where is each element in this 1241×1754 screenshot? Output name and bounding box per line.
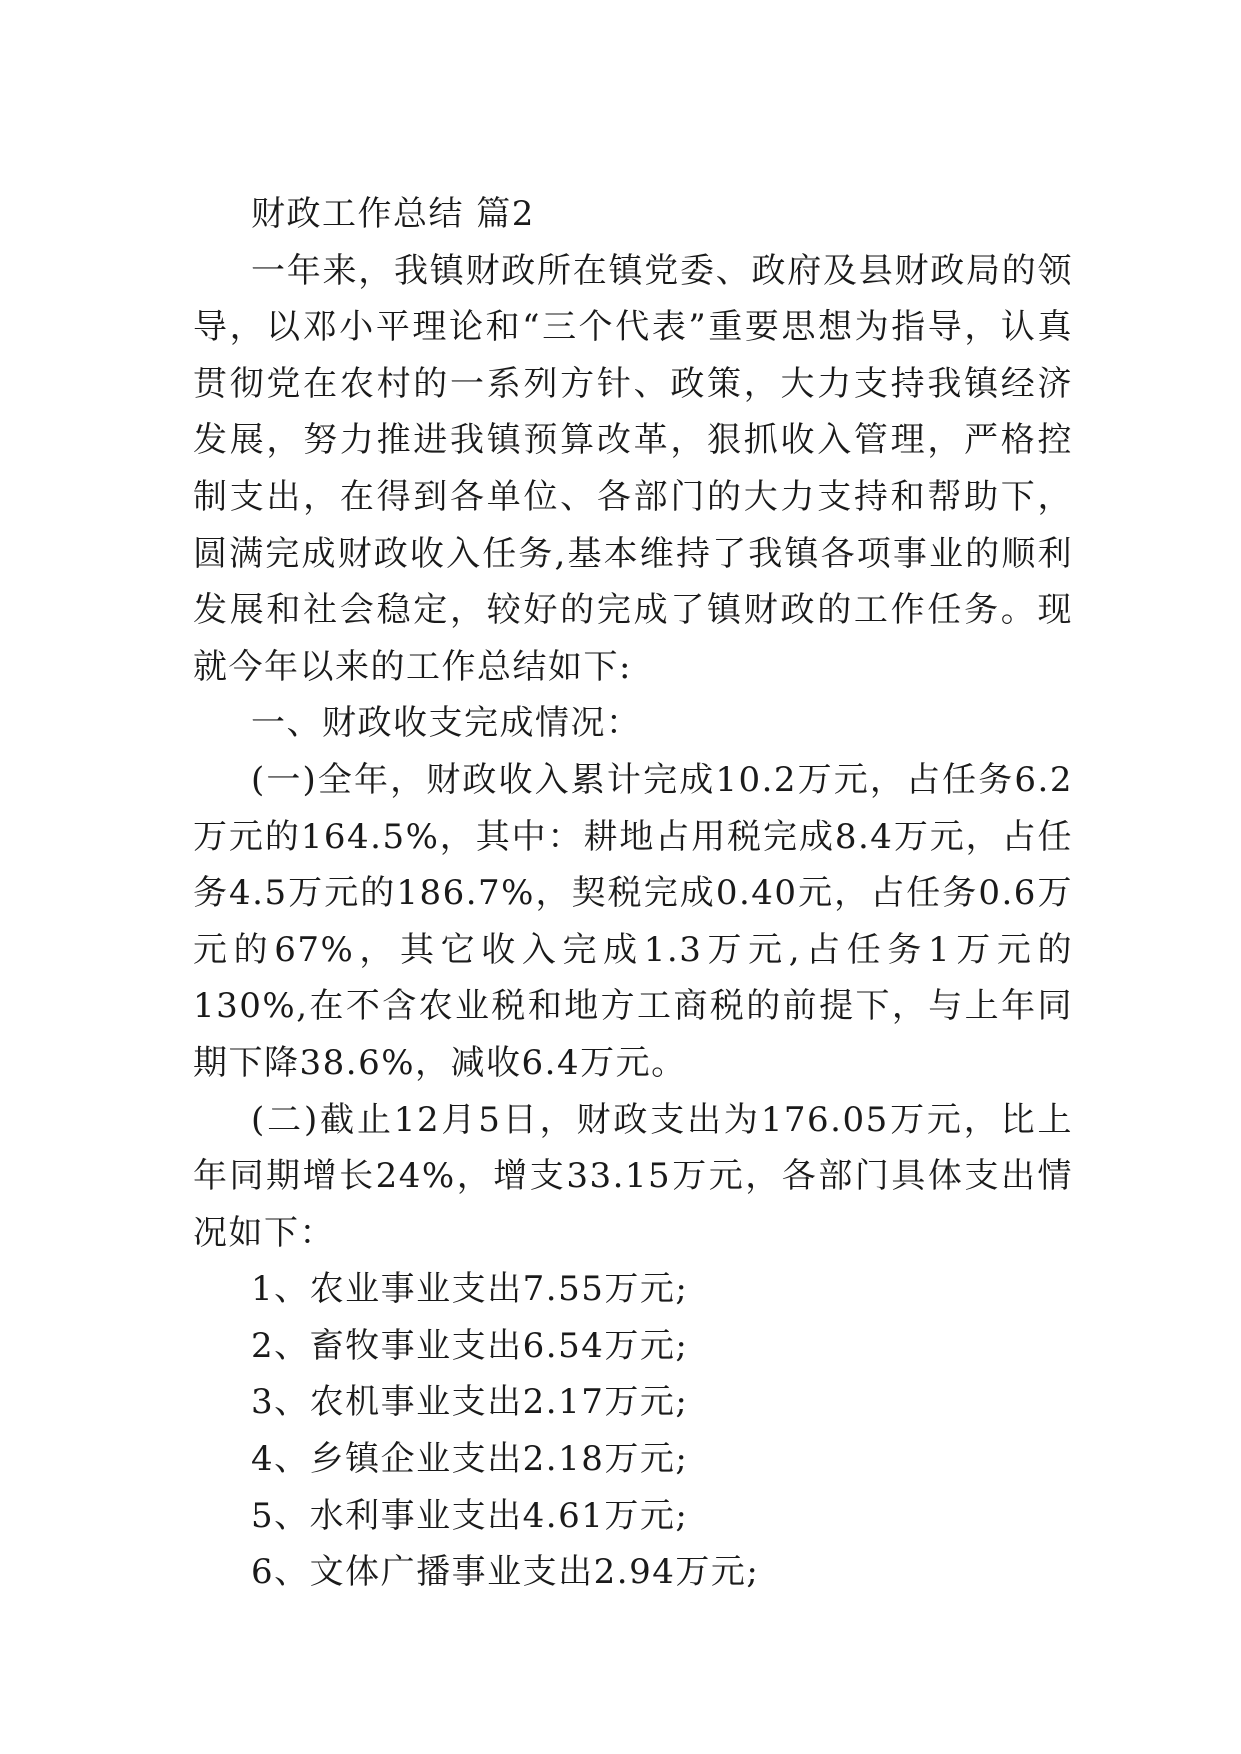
document-title: 财政工作总结 篇2 — [251, 194, 535, 234]
list-item: 1、农业事业支出7.55万元; — [251, 1269, 689, 1310]
list-item: 3、农机事业支出2.17万元; — [251, 1382, 689, 1423]
list-item: 6、文体广播事业支出2.94万元; — [251, 1552, 760, 1593]
list-item: 5、水利事业支出4.61万元; — [251, 1495, 689, 1536]
paragraph-revenue: (一)全年，财政收入累计完成10.2万元，占任务6.2万元的164.5%，其中：耕地占用税完成8.4万元，占任务4.5万元的186.7%，契税完成0.40元，占任务0.6万元的67%，其它收入完成1.3万元,占任务1万元的130%,在不含农业税和地方工商税的前提下，与上年同期下降38.6%，减收6.4万元。 — [193, 759, 1073, 1083]
section-heading: 一、财政收支完成情况： — [251, 703, 642, 744]
paragraph-intro: 一年来，我镇财政所在镇党委、政府及县财政局的领导，以邓小平理论和“三个代表”重要思想为指导，认真贯彻党在农村的一系列方针、政策，大力支持我镇经济发展，努力推进我镇预算改革，狠抓收入管理，严格控制支出，在得到各单位、各部门的大力支持和帮助下，圆满完成财政收入任务,基本维持了我镇各项事业的顺利发展和社会稳定，较好的完成了镇财政的工作任务。现就今年以来的工作总结如下: — [193, 250, 1073, 687]
list-item: 4、乡镇企业支出2.18万元; — [251, 1439, 689, 1480]
paragraph-expenditure: (二)截止12月5日，财政支出为176.05万元，比上年同期增长24%，增支33.15万元，各部门具体支出情况如下： — [193, 1099, 1073, 1253]
list-item: 2、畜牧事业支出6.54万元; — [251, 1325, 689, 1366]
document-body — [193, 186, 1073, 1601]
